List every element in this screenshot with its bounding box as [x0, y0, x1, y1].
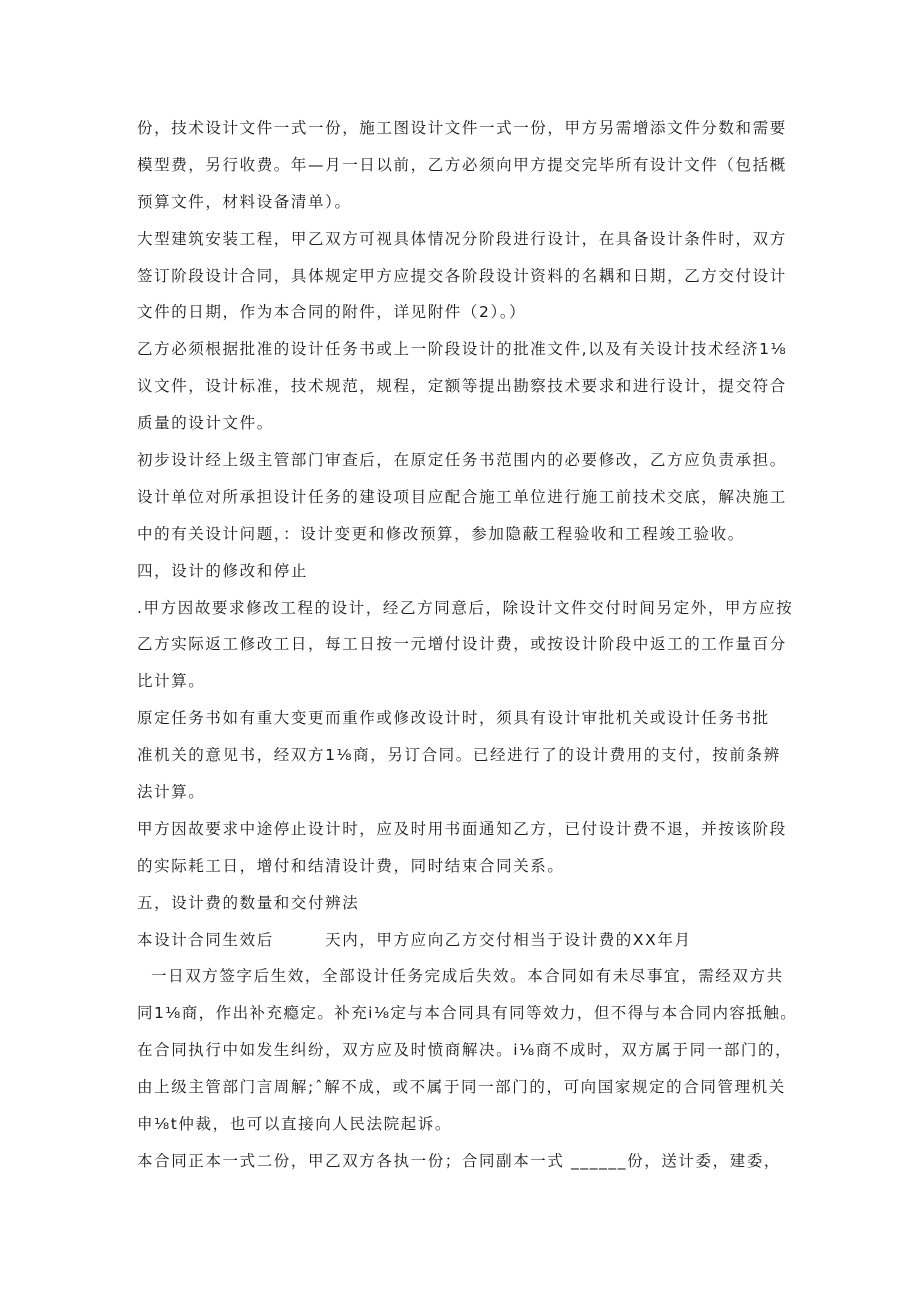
text-line: 质量的设计文件。 [137, 414, 274, 433]
text-line: 法计算。 [137, 783, 206, 802]
section-heading: 四，设计的修改和停止 [137, 561, 309, 580]
text-line: 申⅛t仲裁，也可以直接向人民法院起诉。 [137, 1115, 453, 1134]
document-body [137, 110, 797, 1180]
text-line: 的实际耗工日，增付和结清设计费，同时结束合同关系。 [137, 856, 565, 875]
text-line: 比计算。 [137, 672, 206, 691]
text-line: 同1⅛商，作出补充瘾定。补充i⅛定与本合同具有同等效力，但不得与本合同内容抵触。 [137, 1004, 798, 1023]
text-line: 大型建筑安装工程，甲乙双方可视具体情况分阶段进行设计，在具备设计条件时，双方 [137, 229, 787, 248]
text-line: 由上级主管部门言周解;ˆ解不成，或不属于同一部门的，可向国家规定的合同管理机关 [137, 1078, 786, 1097]
text-line: 签订阶段设计合同，具体规定甲方应提交各阶段设计资料的名耦和日期，乙方交付设计 [137, 266, 787, 285]
text-line: 设计单位对所承担设计任务的建设项目应配合施工单位进行施工前技术交底，解决施工 [137, 487, 787, 506]
text-line: 在合同执行中如发生纠纷，双方应及时愤商解决。i⅛商不成时，双方属于同一部门的， [137, 1041, 793, 1060]
text-line: 原定任务书如有重大变更而重作或修改设计时，须具有设计审批机关或设计任务书批 [137, 709, 770, 728]
text-line: 本设计合同生效后 天内，甲方应向乙方交付相当于设计费的XX年月 [137, 930, 692, 949]
text-line: 甲方因故要求中途停止设计时，应及时用书面通知乙方，已付设计费不退，并按该阶段 [137, 819, 787, 838]
text-line: 乙方必须根据批准的设计任务书或上一阶段设计的批准文件,以及有关设计技术经济1⅛ [137, 340, 788, 359]
text-line: .甲方因故要求修改工程的设计，经乙方同意后，除设计文件交付时间另定外，甲方应按 [137, 598, 794, 617]
text-line: 文件的日期，作为本合同的附件，详见附件（2）。） [137, 303, 527, 322]
text-line: 议文件，设计标准，技术规范，规程，定额等提出勘察技术要求和进行设计，提交符合 [137, 377, 787, 396]
text-line: 乙方实际返工修改工日，每工日按一元增付设计费，或按设计阶段中返工的工作量百分 [137, 635, 787, 654]
text-line: 预算文件，材料设备清单）。 [137, 192, 352, 211]
section-heading: 五，设计费的数量和交付辨法 [137, 893, 360, 912]
text-line: 一日双方签字后生效，全部设计任务完成后失效。本合同如有未尽事宜，需经双方共 [151, 967, 784, 986]
text-line: 初步设计经上级主管部门审查后，在原定任务书范围内的必要修改，乙方应负责承担。 [137, 451, 787, 470]
text-line: 模型费，另行收费。年—月一日以前，乙方必须向甲方提交完毕所有设计文件（包括概 [137, 155, 787, 174]
text-line: 份，技术设计文件一式一份，施工图设计文件一式一份，甲方另需增添文件分数和需要 [137, 119, 787, 137]
text-line: 准机关的意见书，经双方1⅛商，另订合同。已经进行了的设计费用的支付，按前条辨 [137, 746, 781, 765]
text-line: 本合同正本一式二份，甲乙双方各执一份；合同副本一式 ______份，送计委，建委， [137, 1151, 782, 1170]
text-line: 中的有关设计问题，：设计变更和修改预算，参加隐蔽工程验收和工程竣工验收。 [137, 524, 745, 543]
